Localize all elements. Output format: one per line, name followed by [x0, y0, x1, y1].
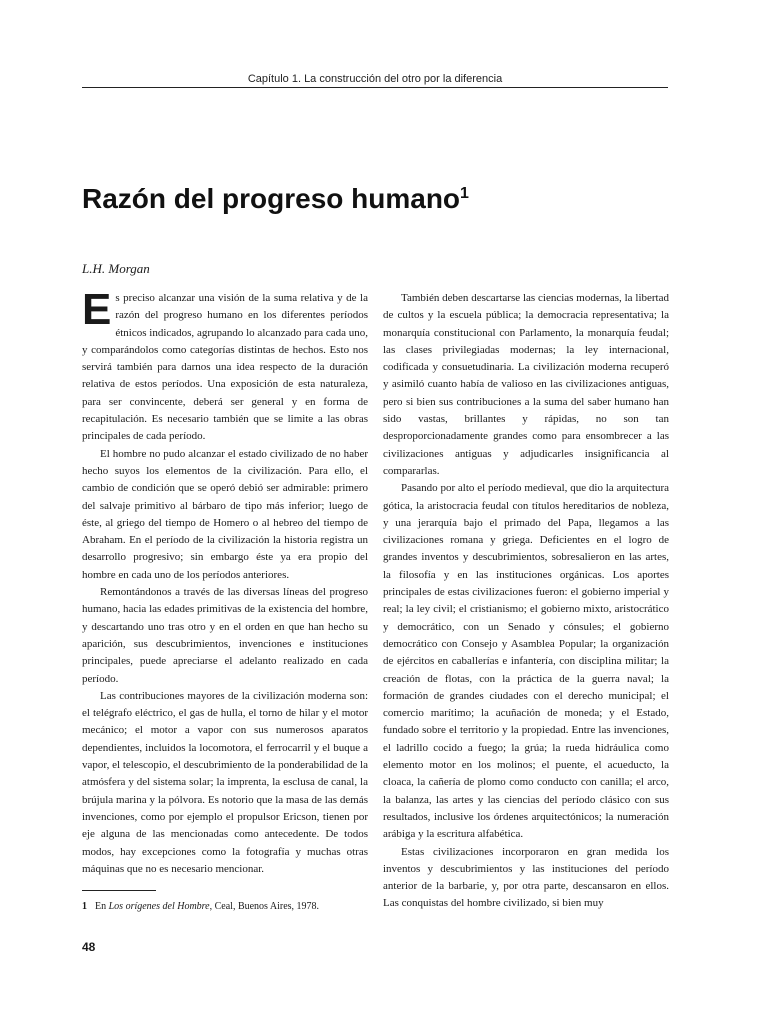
footnote-rule: [82, 890, 156, 891]
author-name: L.H. Morgan: [82, 261, 150, 276]
page-number: 48: [82, 940, 96, 954]
drop-cap: E: [82, 285, 112, 334]
paragraph: Pasando por alto el período medieval, que dio la arquitectura gótica, la aristocracia feudal con títulos hereditarios de nobleza, y una jerarquía bajo el primado del Papa, llegamos a las civilizaciones romana y griega. Deficientes en el logro de grandes inventos y descubrimientos, sobresalieron en las artes, la filosofía y en las instituciones orgánicas. Los aportes principales de estas civilizaciones fueron: el gobierno imperial y real; la ley civil; el cristianismo; el gobierno mixto, aristocrático y democrático, con un Senado y cónsules; el gobierno democrático con Consejo y Asamblea Popular; la organización de ejércitos en caballerías e infantería, con disciplina militar; la creación de flotas, con la práctica de la guerra naval; la formación de grandes ciudades con el derecho municipal; el comercio marítimo; la acuñación de moneda; y el Estado, fundado sobre el territorio y la propiedad. Entre las invenciones, el ladrillo cocido a fuego; la grúa; la rueda hidráulica como elemento motor en los molinos; el puente, el acueducto, la cloaca, la cañería de plomo como conducto con canilla; el arco, la balanza, las artes y las ciencias del período clásico con sus resultados, inclusive los órdenes arquitectónicos; la numeración arábiga y la escritura alfabética.: [383, 482, 669, 841]
title-text: Razón del progreso humano: [82, 183, 461, 214]
paragraph: Es preciso alcanzar una visión de la suma relativa y de la razón del progreso humano en los diferentes períodos étnicos indicados, agrupando lo alcanzado para cada uno, y comparándolos como categorías distintas de hechos. Esto nos servirá también para darnos una idea respecto de la duración relativa de estos períodos. Una exposición de esta naturaleza, para ser convincente, deberá ser general y en forma de recapitulación. Es necesario también que se limite a las obras principales de cada período.: [82, 285, 368, 443]
paragraph: También deben descartarse las ciencias modernas, la libertad de cultos y la escuela pública; la democracia representativa; la monarquía constitucional con Parlamento, la monarquía feudal; las clases privilegiadas modernas; la ley internacional, codificada y consuetudinaria. La civilización moderna recuperó y asimiló cuanto había de valioso en las civilizaciones antiguas, pero si bien sus contribuciones a la suma del saber humano han sido vastas, brillantes y rápidas, no son tan desproporcionadamente grandes como para ensombrecer a las civilizaciones antiguas y adjudicarles insignificancia al compararlas.: [383, 292, 669, 477]
paragraph: Las contribuciones mayores de la civilización moderna son: el telégrafo eléctrico, el gas de hulla, el torno de hilar y el motor mecánico; el motor a vapor con sus numerosos aparatos dependientes, incluidos la locomotora, el ferrocarril y el buque a vapor, el telescopio, el descubrimiento de la ponderabilidad de la atmósfera y del sistema solar; la imprenta, la esclusa de canal, la brújula marina y la pólvora. Es notorio que la masa de las demás invenciones, como por ejemplo el propulsor Ericson, tienen por eje alguna de las mencionadas como antecedente. De todos modos, hay excepciones como la fotografía y muchas otras máquinas que no es necesario mencionar.: [82, 689, 368, 875]
paragraph: Remontándonos a través de las diversas líneas del progreso humano, hacia las edades primitivas de la existencia del hombre, y descartando uno tras otro y en el orden en que han hecho su aparición, sus descubrimientos, invenciones e instituciones principales, puede apreciarse el adelanto realizado en cada período.: [82, 586, 368, 685]
footnote: [82, 901, 319, 912]
footnote-suffix: , Ceal, Buenos Aires, 1978.: [209, 901, 320, 912]
running-header: Capítulo 1. La construcción del otro por la diferencia: [247, 73, 503, 85]
left-column: [82, 285, 368, 878]
footnote-number: 1: [82, 901, 87, 912]
right-column: [383, 290, 669, 913]
paragraph: El hombre no pudo alcanzar el estado civilizado de no haber hecho suyos los elementos de la civilización. Para ello, el cambio de condición que se operó debió ser admirable: primero del salvaje primitivo al bárbaro de tipo más inferior; luego de éste, al griego del tiempo de Homero o al hebreo del tiempo de Abraham. En el período de la civilización la historia registra un desarrollo progresivo; sin embargo éste ya era propio del hombre en cada uno de los períodos anteriores.: [82, 447, 368, 581]
header-rule: [82, 87, 668, 88]
title-footnote-marker: 1: [460, 185, 469, 202]
footnote-source-title: Los orígenes del Hombre: [108, 901, 210, 912]
article-title: [82, 183, 469, 215]
paragraph: Estas civilizaciones incorporaron en gran medida los inventos y descubrimientos y las instituciones del período anterior de la barbarie, y, por otra parte, descansaron en ellos. Las conquistas del hombre civilizado, si bien muy: [383, 845, 669, 910]
footnote-prefix: En: [95, 901, 109, 912]
